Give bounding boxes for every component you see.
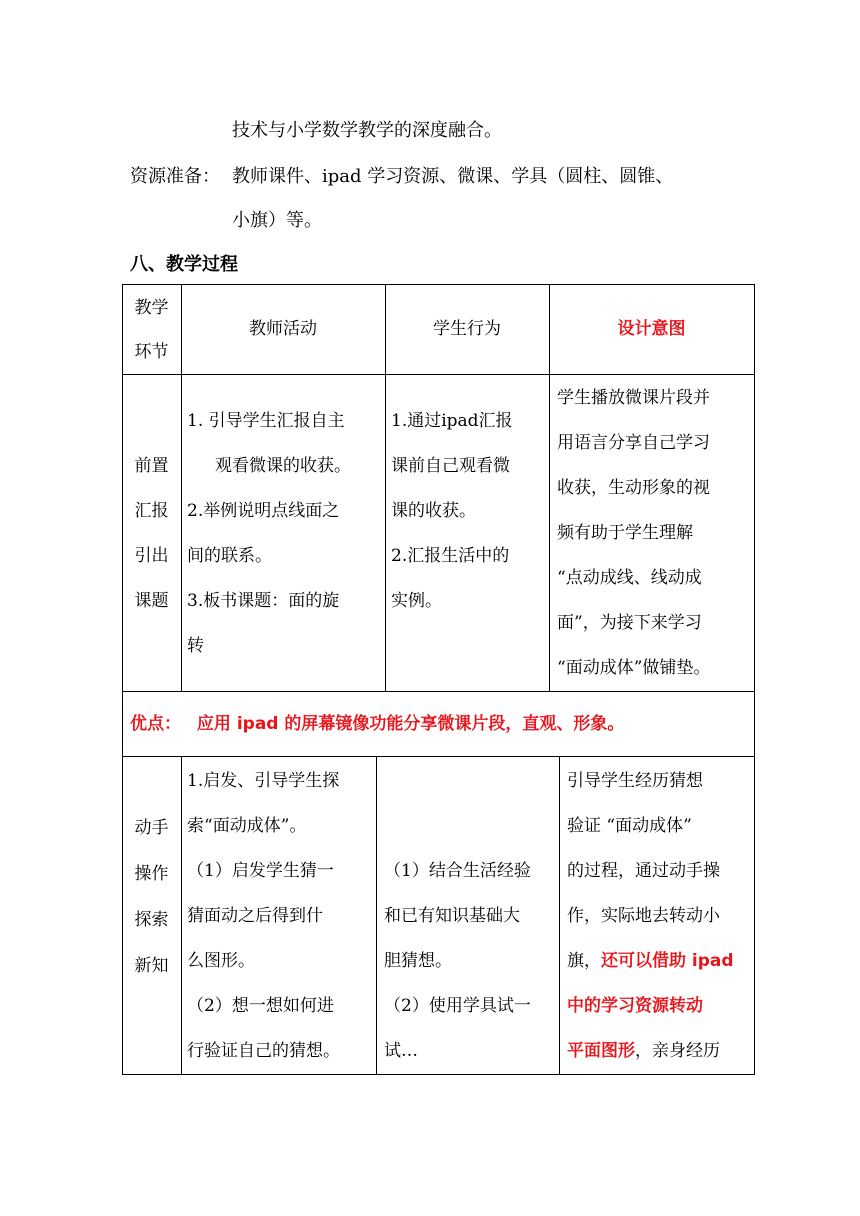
resource-text: 教师课件、ipad 学习资源、微课、学具（圆柱、圆锥、 [232,166,674,187]
row1-intent: 学生播放微课片段并 用语言分享自己学习 收获，生动形象的视 频有助于学生理解 “点动成线、线动成 面”，为接下来学习 “面动成体”做铺垫。 [557,388,711,678]
header-teacher: 教师活动 [249,319,317,339]
merit-row [130,702,750,747]
resource-label: 资源准备： [130,166,220,187]
row1-teacher: 1. 引导学生汇报自主 观看微课的收获。 2.举例说明点线面之 间的联系。 3.板书课题：面的旋 转 [187,411,351,656]
row2-stage: 动手 操作 探索 新知 [134,818,169,976]
row1-stage: 前置 汇报 引出 课题 [134,456,169,611]
resource-text-cont: 小旗）等。 [232,210,322,231]
header-intent: 设计意图 [617,319,686,339]
intro-line: 技术与小学数学教学的深度融合。 [232,120,502,141]
row2-teacher: 1.启发、引导学生探 索“面动成体”。 （1）启发学生猜一 猜面动之后得到什 么图形。 （2）想一想如何进 行验证自己的猜想。 [187,771,340,1061]
header-student: 学生行为 [433,319,501,339]
row2-student: （1）结合生活经验 和已有知识基础大 胆猜想。 （2）使用学具试一 试… [384,861,531,1061]
row1-student: 1.通过ipad汇报 课前自己观看微 课的收获。 2.汇报生活中的 实例。 [391,411,513,611]
section-title: 八、教学过程 [130,254,238,275]
row2-intent: 引导学生经历猜想 验证 “面动成体” 的过程，通过动手操 作，实际地去转动小 旗，还可以借助 ipad 中的学习资源转动 平面图形，亲身经历 [567,771,734,1061]
merit-label: 优点： [130,714,181,734]
header-stage: 教学 环节 [134,298,169,362]
merit-text: 应用 ipad 的屏幕镜像功能分享微课片段，直观、形象。 [196,714,625,734]
